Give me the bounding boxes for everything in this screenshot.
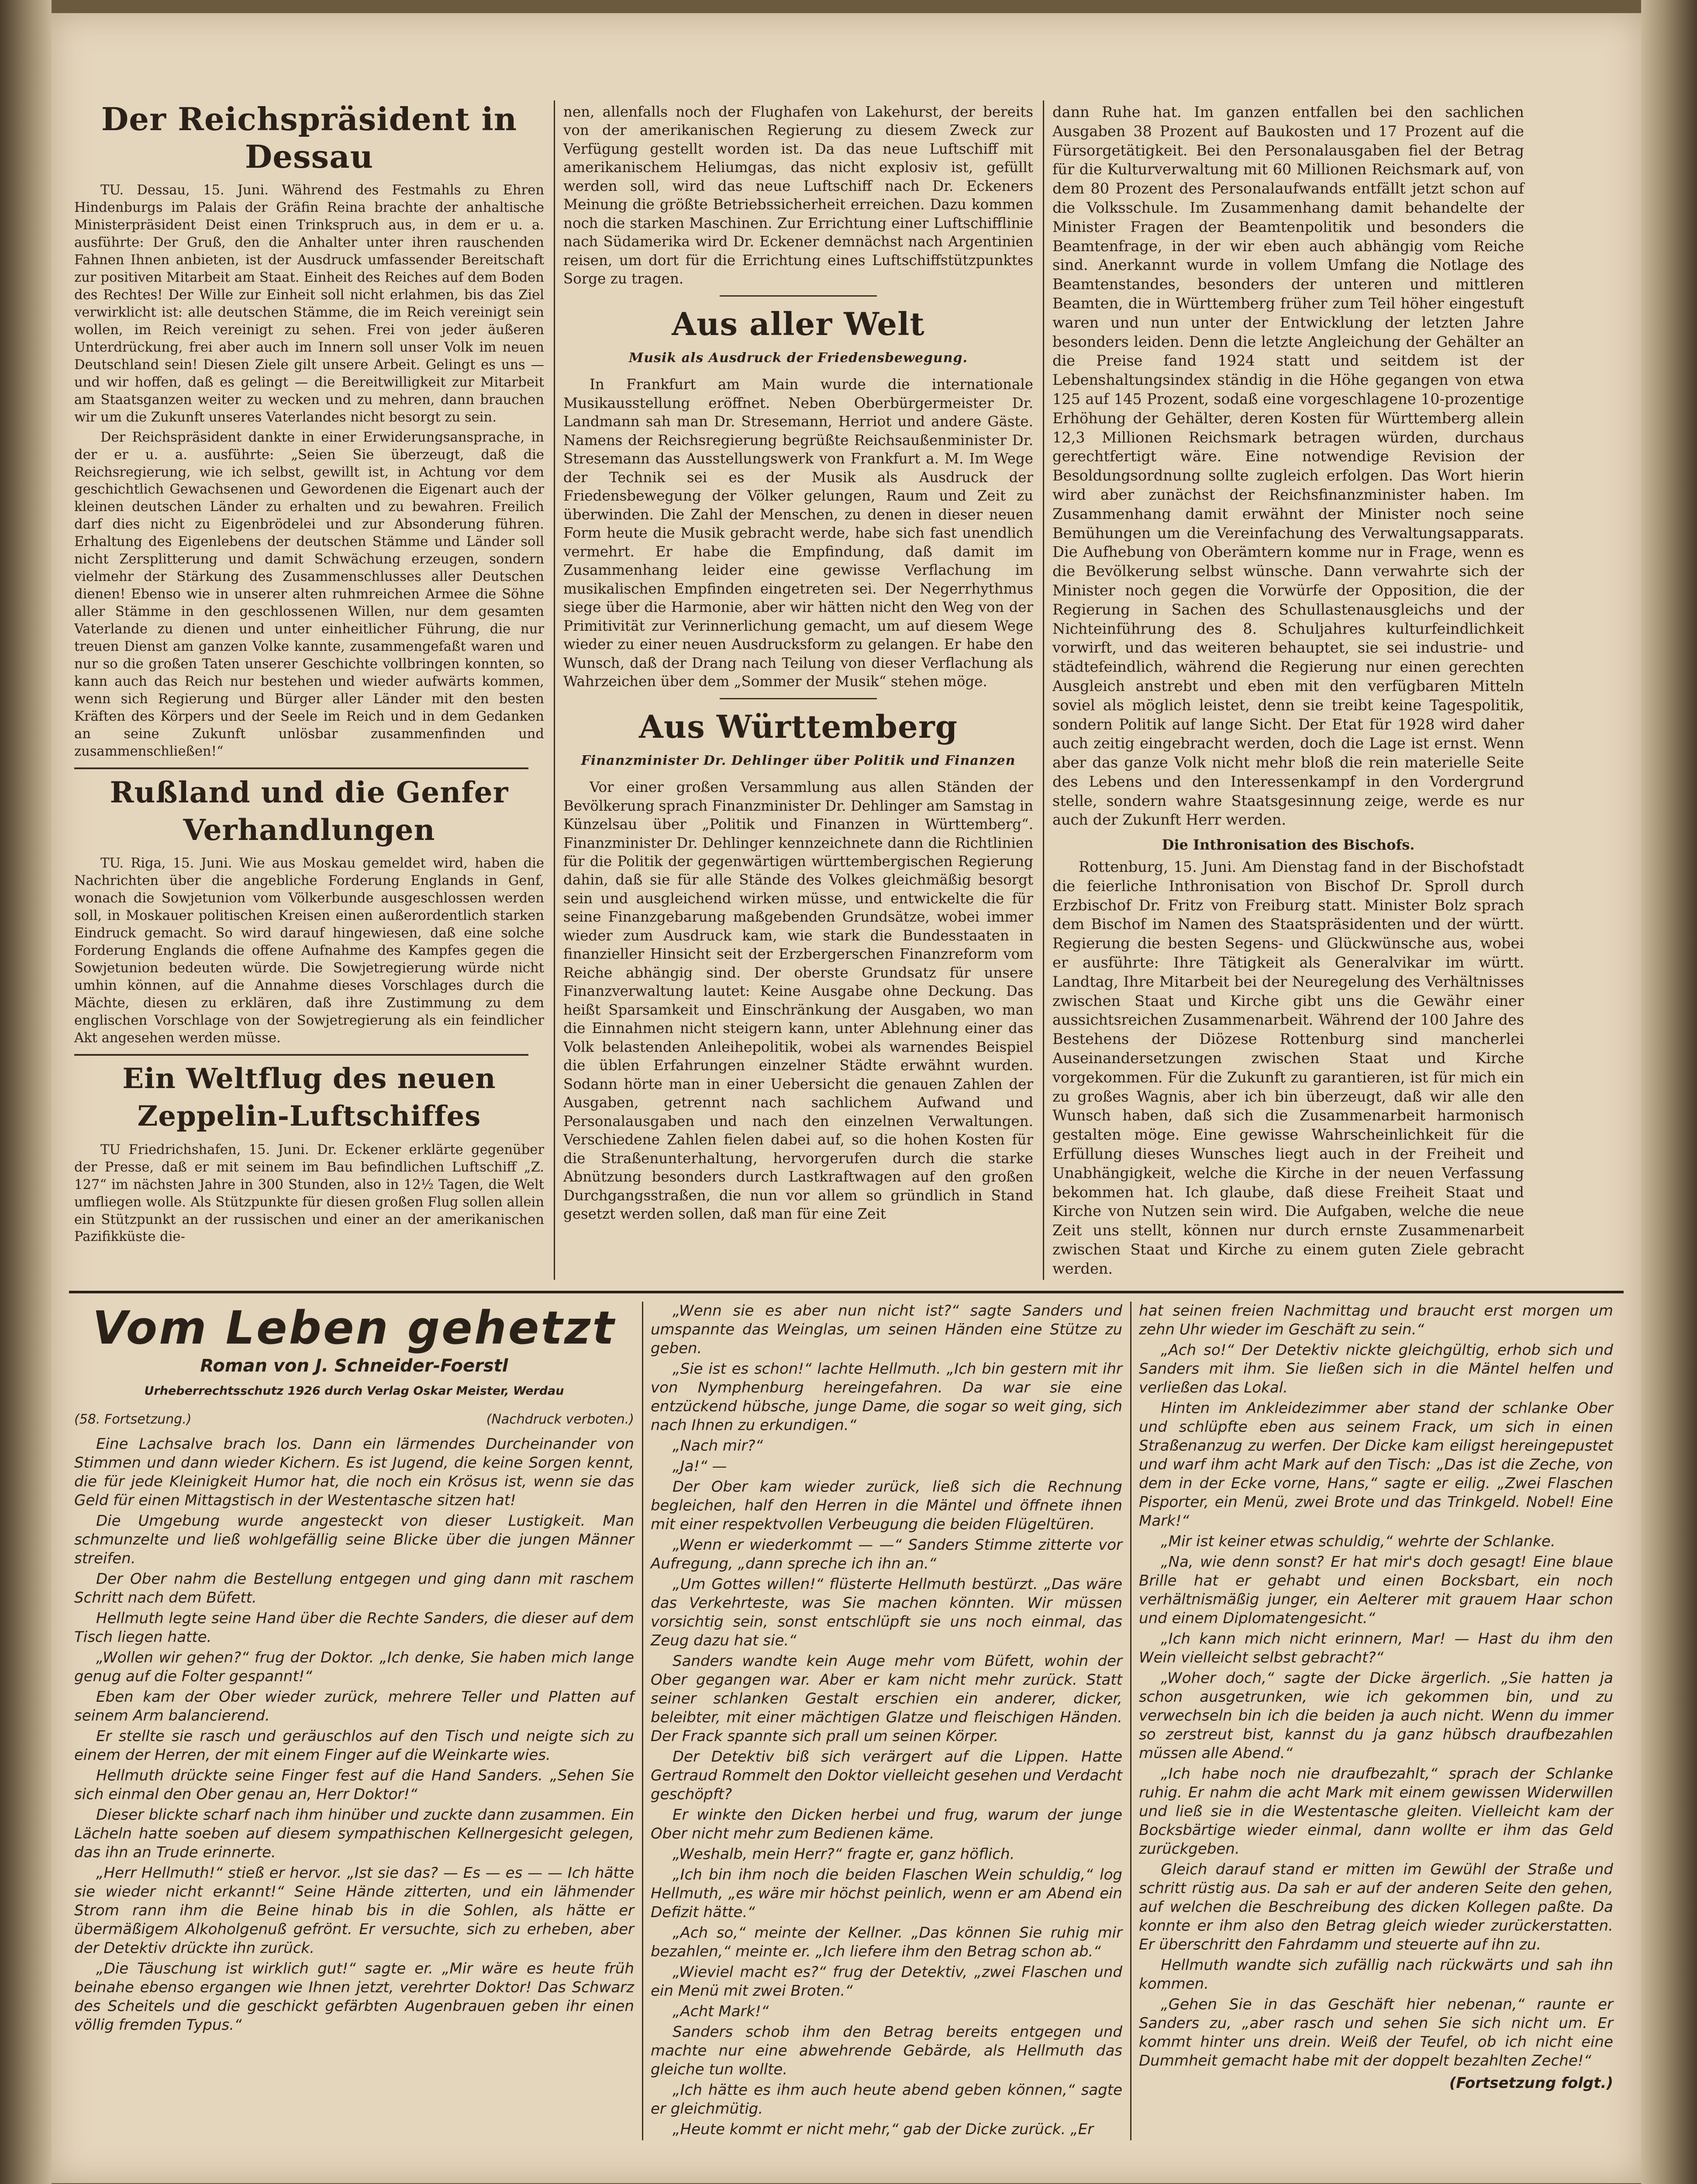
book-binding-left bbox=[0, 0, 52, 2184]
novel-paragraph: „Ich bin ihm noch die beiden Flaschen Wein schuldig,“ log Hellmuth, „es wäre mir höchst peinlich, wenn er am Abend ein Defizit hätte.“ bbox=[651, 1866, 1122, 1921]
article-paragraph: nen, allenfalls noch der Flughafen von Lakehurst, der bereits von der amerikanischen Regierung zu diesem Zweck zur Verfügung gestellt worden ist. Da das neue Luftschiff mit amerikanischem Heliumgas, das nicht explosiv ist, gefüllt werden soll, wird das neue Luftschiff nach Dr. Eckeners Meinung die größte Betriebssicherheit erreichen. Dazu kommen noch die starken Maschinen. Zur Errichtung einer Luftschifflinie nach Südamerika wird Dr. Eckener demnächst nach Argentinien reisen, um dort für die Errichtung eines Luftschiffstützpunktes Sorge zu tragen. bbox=[563, 104, 1033, 287]
novel-paragraph: Eben kam der Ober wieder zurück, mehrere Teller und Platten auf seinem Arm balancierend. bbox=[74, 1688, 634, 1724]
novel-paragraph: Der Ober kam wieder zurück, ließ sich die Rechnung begleichen, half den Herren in die Mäntel und öffnete ihnen mit einer respektvollen Verbeugung die beiden Flügeltüren. bbox=[651, 1478, 1122, 1533]
column-rule bbox=[642, 1302, 643, 2140]
novel-paragraph: Der Ober nahm die Bestellung entgegen und ging dann mit raschem Schritt nach dem Büfett. bbox=[74, 1570, 634, 1607]
novel-copyright: Urheberrechtsschutz 1926 durch Verlag Oskar Meister, Werdau bbox=[144, 1384, 564, 1398]
headline-reichspraesident: Der Reichspräsident in Dessau bbox=[101, 100, 517, 175]
novel-paragraph: Er winkte den Dicken herbei und frug, warum der junge Ober nicht mehr zum Bedienen käme. bbox=[651, 1806, 1122, 1842]
novel-paragraph: hat seinen freien Nachmittag und braucht erst morgen um zehn Uhr wieder im Geschäft zu sein.“ bbox=[1139, 1302, 1613, 1338]
article-paragraph: Der Reichspräsident dankte in einer Erwiderungsansprache, in der er u. a. ausführte: „Seien Sie überzeugt, daß die Reichsregierung, wie ich selbst, gewillt ist, in Achtung vor dem geschichtlich Gewachsenen und Gewordenen die Eigenart auch der kleinen deutschen Länder zu erhalten und zu bewahren. Freilich darf dies nicht zu Eigenbrödelei und zur Absonderung führen. Erhaltung des Eigenlebens der deutschen Stämme und Länder soll nicht Zersplitterung und damit Schwächung erzeugen, sondern vielmehr der Stärkung des Zusammenschlusses aller Deutschen dienen! Ebenso wie in unserer alten ruhmreichen Armee die Söhne aller Stämme in den geschlossenen Willen, nur dem gesamten Vaterlande zu dienen und unter einheitlicher Führung, die nur treuen Dienst am ganzen Volke kannte, zusammengefaßt waren und nur so die großen Taten unserer Geschichte vollbringen konnten, so kann auch das Reich nur bestehen und wieder aufwärts kommen, wenn sich Regierung und Bürger aller Länder mit den besten Kräften des Körpers und der Seele im Reich und in dem Gedanken an seine Zukunft unlösbar zusammenfinden und zusammenschließen!“ bbox=[74, 429, 544, 759]
column-rule bbox=[1043, 100, 1044, 1280]
book-binding-right bbox=[1641, 0, 1697, 2184]
article-paragraph: Rottenburg, 15. Juni. Am Dienstag fand in der Bischofstadt die feierliche Inthronisation von Bischof Dr. Sproll durch Erzbischof Dr. Fritz von Freiburg statt. Minister Bolz sprach dem Bischof im Namen des Staatspräsidenten und der württ. Regierung die besten Segens- und Glückwünsche aus, wobei er ausführte: Ihre Tätigkeit als Generalvikar im württ. Landtag, Ihre Mitarbeit bei der Neuregelung des Verhältnisses zwischen Staat und Kirche gibt uns die Gewähr einer aussichtsreichen Zusammenarbeit. Während der 100 Jahre des Bestehens der Diözese Rottenburg sind mancherlei Auseinandersetzungen zwischen Staat und Kirche vorgekommen. Für die Zukunft zu garantieren, ist für mich ein zu großes Wagnis, aber ich bin überzeugt, daß wir alle den Wunsch haben, daß sich die Zusammenarbeit harmonisch gestalten möge. Eine gewisse Wahrscheinlichkeit für die Erfüllung dieses Wunsches liegt auch in der Freiheit und Unabhängigkeit, welche die Kirche in der neuen Verfassung bekommen hat. Ich glaube, daß diese Freiheit Staat und Kirche von Nutzen sein wird. Die Aufgaben, welche die neue Zeit uns stellt, können nur durch ernste Zusammenarbeit zwischen Staat und Kirche zu einem guten Ziele gebracht werden. bbox=[1052, 858, 1524, 1277]
continued-notice: (Fortsetzung folgt.) bbox=[1449, 2074, 1613, 2092]
section-divider bbox=[69, 1291, 1624, 1293]
upper-column-3 bbox=[1052, 103, 1524, 1279]
novel-paragraph: „Wenn sie es aber nun nicht ist?“ sagte Sanders und umspannte das Weinglas, um seinen Händen eine Stütze zu geben. bbox=[651, 1302, 1122, 1357]
novel-column-3 bbox=[1139, 1302, 1613, 2093]
novel-installment-row bbox=[74, 1410, 634, 1429]
novel-paragraph: Eine Lachsalve brach los. Dann ein lärmendes Durcheinander von Stimmen und dann wieder Kichern. Es ist Jugend, die keine Sorgen kennt, die für jede Kleinigkeit Humor hat, die noch ein Krösus ist, wenn sie das Geld für einen Mittagstisch in der Westentasche sitzen hat! bbox=[74, 1435, 634, 1509]
novel-paragraph: „Woher doch,“ sagte der Dicke ärgerlich. „Sie hatten ja schon ausgetrunken, wie ich gekommen bin, und zu verwechseln bin ich die beiden ja auch nicht. Wenn du immer so zerstreut bist, kannst du ja ganz hübsch draufbezahlen müssen alle Abend.“ bbox=[1139, 1669, 1613, 1762]
novel-paragraph: Der Detektiv biß sich verärgert auf die Lippen. Hatte Gertraud Rommelt den Doktor vielleicht gesehen und Verdacht geschöpft? bbox=[651, 1748, 1122, 1803]
novel-paragraph: „Nach mir?“ bbox=[673, 1437, 763, 1455]
novel-paragraph: „Gehen Sie in das Geschäft hier nebenan,“ raunte er Sanders zu, „aber rasch und sehen Sie sich nicht um. Er kommt hinter uns drein. Weiß der Teufel, ob ich nicht eine Dummheit gemacht habe mit der doppelt bezahlten Zeche!“ bbox=[1139, 1996, 1613, 2070]
headline-russland: Rußland und die Genfer Verhandlungen bbox=[110, 775, 509, 847]
headline-zeppelin: Ein Weltflug des neuen Zeppelin-Luftschiffes bbox=[122, 1062, 496, 1133]
column-rule bbox=[554, 100, 555, 1280]
novel-paragraph: „Mir ist keiner etwas schuldig,“ wehrte der Schlanke. bbox=[1161, 1533, 1556, 1550]
reprint-notice: (Nachdruck verboten.) bbox=[486, 1412, 634, 1427]
article-divider bbox=[720, 295, 877, 297]
novel-paragraph: Hellmuth wandte sich zufällig nach rückwärts und sah ihn kommen. bbox=[1139, 1956, 1613, 1993]
novel-paragraph: „Heute kommt er nicht mehr,“ gab der Dicke zurück. „Er bbox=[673, 2121, 1094, 2138]
novel-paragraph: „Wieviel macht es?“ frug der Detektiv, „zwei Flaschen und ein Menü mit zwei Broten.“ bbox=[651, 1963, 1122, 2000]
article-paragraph: TU Friedrichshafen, 15. Juni. Dr. Eckener erklärte gegenüber der Presse, daß er mit seinem im Bau befindlichen Luftschiff „Z. 127“ im nächsten Jahre in 300 Stunden, also in 12½ Tagen, die Welt umfliegen wolle. Als Stützpunkte für diesen großen Flug sollen allein ein Stützpunkt an der russischen und einer an der amerikanischen Pazifikküste die- bbox=[74, 1142, 544, 1245]
novel-paragraph: „Ach so!“ Der Detektiv nickte gleichgültig, erhob sich und Sanders mit ihm. Sie ließen sich in die Mäntel helfen und verließen das Lokal. bbox=[1139, 1341, 1613, 1396]
novel-paragraph: „Ach so,“ meinte der Kellner. „Das können Sie ruhig mir bezahlen,“ meinte er. „Ich liefere ihm den Betrag schon ab.“ bbox=[651, 1924, 1122, 1960]
article-subtitle: Musik als Ausdruck der Friedensbewegung. bbox=[629, 350, 968, 366]
novel-paragraph: Dieser blickte scharf nach ihm hinüber und zuckte dann zusammen. Ein Lächeln hatte soeben auf diesem sympathischen Kellnergesicht gelegen, das ihn an Trude erinnerte. bbox=[74, 1806, 634, 1861]
installment-number: (58. Fortsetzung.) bbox=[74, 1412, 192, 1427]
novel-paragraph: Die Umgebung wurde angesteckt von dieser Lustigkeit. Man schmunzelte und ließ wohlgefällig seine Blicke über die jungen Männer streifen. bbox=[74, 1512, 634, 1567]
novel-byline: Roman von J. Schneider-Foerstl bbox=[200, 1356, 508, 1376]
article-divider bbox=[74, 1054, 528, 1056]
article-subtitle: Finanzminister Dr. Dehlinger über Politik und Finanzen bbox=[581, 753, 1016, 768]
novel-paragraph: Hellmuth legte seine Hand über die Rechte Sanders, die dieser auf dem Tisch liegen hatte. bbox=[74, 1610, 634, 1646]
novel-title: Vom Leben gehetzt bbox=[92, 1301, 616, 1355]
novel-paragraph: „Na, wie denn sonst? Er hat mir's doch gesagt! Eine blaue Brille hat er gehabt und einen Bocksbart, ein noch verhältnismäßig junger, ein Aelterer mit grauem Haar schon und einem Diplomatengesicht.“ bbox=[1139, 1553, 1613, 1627]
novel-paragraph: „Wenn er wiederkommt — —“ Sanders Stimme zitterte vor Aufregung, „dann spreche ich ihn an.“ bbox=[651, 1536, 1122, 1572]
article-divider bbox=[720, 698, 877, 699]
novel-paragraph: Sanders schob ihm den Betrag bereits entgegen und machte nur eine abwehrende Gebärde, als Hellmuth das gleiche tun wollte. bbox=[651, 2023, 1122, 2078]
novel-paragraph: Gleich darauf stand er mitten im Gewühl der Straße und schritt rüstig aus. Da sah er auf der anderen Seite den gehen, auf welchen die Beschreibung des dicken Kollegen paßte. Da konnte er ihm also den Betrag gleich wieder zurückerstatten. Er überschritt den Fahrdamm und steuerte auf ihn zu. bbox=[1139, 1861, 1613, 1953]
headline-aus-wuerttemberg: Aus Württemberg bbox=[639, 708, 958, 745]
novel-paragraph: „Sie ist es schon!“ lachte Hellmuth. „Ich bin gestern mit ihr von Nymphenburg hereingefahren. Da war sie eine entzückend hübsche, junge Dame, die sogar so weit ging, sich nach Ihnen zu erkundigen.“ bbox=[651, 1360, 1122, 1434]
article-paragraph: TU. Riga, 15. Juni. Wie aus Moskau gemeldet wird, haben die Nachrichten über die angebliche Forderung Englands in Genf, wonach die Sowjetunion vom Völkerbunde ausgeschlossen werden soll, in Moskauer politischen Kreisen einen außerordentlich starken Eindruck gemacht. So wird darauf hingewiesen, daß eine solche Forderung Englands die offene Aufnahme des Kampfes gegen die Sowjetunion bedeuten würde. Die Sowjetregierung würde nicht umhin können, auf die Annahme dieses Vorschlages durch die Mächte, diesen zu erklären, daß ihre Zustimmung zu dem englischen Vorschlage von der Sowjetregierung als ein feindlicher Akt angesehen werden müsse. bbox=[74, 855, 544, 1046]
novel-paragraph: „Um Gottes willen!“ flüsterte Hellmuth bestürzt. „Das wäre das Verkehrteste, was Sie machen könnten. Wir müssen vorsichtig sein, sonst entschlüpft sie uns noch einmal, das Zeug dazu hat sie.“ bbox=[651, 1576, 1122, 1649]
novel-column-2 bbox=[651, 1302, 1122, 2139]
novel-paragraph: „Acht Mark!“ bbox=[673, 2003, 769, 2020]
novel-paragraph: „Ich hätte es ihm auch heute abend geben können,“ sagte er gleichmütig. bbox=[651, 2081, 1122, 2118]
novel-column-1 bbox=[74, 1302, 634, 2035]
newspaper-page bbox=[52, 13, 1641, 2183]
article-paragraph: dann Ruhe hat. Im ganzen entfallen bei den sachlichen Ausgaben 38 Prozent auf Baukosten und 17 Prozent auf die Fürsorgetätigkeit. Bei den Personalausgaben fiel der Betrag für die Kulturverwaltung mit 60 Millionen Reichsmark auf, von dem 80 Prozent des Personalaufwands entfällt jetzt schon auf die Volksschule. Im Zusammenhang damit behandelte der Minister Fragen der Beamtenpolitik und besonders die Beamtenfrage, in der wir eben auch abhängig vom Reiche sind. Anerkannt wurde in vollem Umfang die Notlage des Beamtenstandes, besonders der unteren und mittleren Beamten, die in Württemberg früher zum Teil höher eingestuft waren und nun unter der Entwicklung der letzten Jahre besonders leiden. Denn die letzte Angleichung der Gehälter an die Preise fand 1924 statt und seitdem ist der Lebenshaltungsindex ständig in die Höhe gegangen von etwa 125 auf 145 Prozent, sodaß eine vorgeschlagene 10-prozentige Erhöhung der Gehälter, deren Kosten für Württemberg allein 12,3 Millionen Reichsmark betragen würden, durchaus gerechtfertigt wäre. Eine notwendige Revision der Besoldungsordnung sollte zugleich erfolgen. Das Wort hierin wird aber zunächst der Reichsfinanzminister haben. Im Zusammenhang damit erwähnt der Minister noch seine Bemühungen um die Vereinfachung des Verwaltungsapparats. Die Aufhebung von Oberämtern komme nur in Frage, wenn es die Bevölkerung selbst wünsche. Dann verwahrte sich der Minister noch gegen die Vorwürfe der Opposition, die der Regierung in Sachen des Schullastenausgleichs und der Nichteinführung des 8. Schuljahres kulturfeindlichkeit vorwirft, und das weiteren behauptet, sie sei industrie- und städtefeindlich, während die Regierung nur einen gerechten Ausgleich anstrebt und eben mit den verfügbaren Mitteln soviel als möglich leistet, denn sie treibt keine Tagespolitik, sondern Politik auf lange Sicht. Der Etat für 1928 wird daher auch zeitig eingebracht werden, doch die Lage ist ernst. Wenn aber das ganze Volk nicht mehr bloß die rein materielle Seite des Lebens und den Interessenkampf in den Vordergrund stelle, sondern wahre Staatsgesinnung zeige, werde es nur auch der Zukunft Herr werden. bbox=[1052, 104, 1524, 829]
novel-paragraph: „Ja!“ — bbox=[673, 1458, 727, 1475]
novel-paragraph: Hinten im Ankleidezimmer aber stand der schlanke Ober und schlüpfte eben aus seinem Frack, um sich in einen Straßenanzug zu werfen. Der Dicke kam eiligst hereingepustet und warf ihm acht Mark auf den Tisch: „Das ist die Zeche, von dem in der Ecke vorne, Hans,“ sagte er eilig. „Zwei Flaschen Pisporter, ein Menü, zwei Brote und das Trinkgeld. Nobel! Eine Mark!“ bbox=[1139, 1400, 1613, 1530]
novel-paragraph: Hellmuth drückte seine Finger fest auf die Hand Sanders. „Sehen Sie sich einmal den Ober genau an, Herr Doktor!“ bbox=[74, 1767, 634, 1803]
article-subhead: Die Inthronisation des Bischofs. bbox=[1162, 836, 1415, 854]
novel-paragraph: „Wollen wir gehen?“ frug der Doktor. „Ich denke, Sie haben mich lange genug auf die Folter gespannt!“ bbox=[74, 1649, 634, 1685]
article-divider bbox=[74, 767, 528, 769]
upper-column-1 bbox=[74, 100, 544, 1246]
novel-paragraph: „Ich habe noch nie draufbezahlt,“ sprach der Schlanke ruhig. Er nahm die acht Mark mit einem gewissen Widerwillen und ließ sie in die Westentasche gleiten. Vielleicht kam der Bocksbärtige wieder einmal, dann wollte er ihm das Geld zurückgeben. bbox=[1139, 1765, 1613, 1858]
novel-paragraph: Er stellte sie rasch und geräuschlos auf den Tisch und neigte sich zu einem der Herren, der mit einem Finger auf die Weinkarte wies. bbox=[74, 1728, 634, 1764]
upper-column-2 bbox=[563, 103, 1033, 1223]
headline-aus-aller-welt: Aus aller Welt bbox=[672, 305, 925, 342]
novel-paragraph: „Weshalb, mein Herr?“ fragte er, ganz höflich. bbox=[673, 1845, 1015, 1863]
novel-paragraph: „Die Täuschung ist wirklich gut!“ sagte er. „Mir wäre es heute früh beinahe ebenso ergangen wie Ihnen jetzt, verehrter Doktor! Das Schwarz des Scheitels und die geschickt gefärbten Augenbrauen geben ihr einen völlig fremden Typus.“ bbox=[74, 1960, 634, 2034]
novel-paragraph: „Herr Hellmuth!“ stieß er hervor. „Ist sie das? — Es — es — — Ich hätte sie wieder nicht erkannt!“ Seine Hände zitterten, und ein lähmender Strom rann ihm die Beine hinab bis in die Sohlen, als hätte er übermäßigem Alkoholgenuß gefrönt. Er versuchte, sich zu erheben, aber der Detektiv drückte ihn zurück. bbox=[74, 1864, 634, 1957]
novel-paragraph: „Ich kann mich nicht erinnern, Mar! — Hast du ihm den Wein vielleicht selbst gebracht?“ bbox=[1139, 1630, 1613, 1666]
novel-paragraph: Sanders wandte kein Auge mehr vom Büfett, wohin der Ober gegangen war. Aber er kam nicht mehr zurück. Statt seiner schlanken Gestalt erschien ein anderer, dicker, beleibter, mit einer mächtigen Glatze und fleischigen Händen. Der Frack spannte sich prall um seinen Körper. bbox=[651, 1652, 1122, 1745]
column-rule bbox=[1130, 1302, 1131, 2140]
article-paragraph: In Frankfurt am Main wurde die internationale Musikausstellung eröffnet. Neben Oberbürgermeister Dr. Landmann sah man Dr. Stresemann, Herriot und andere Gäste. Namens der Reichsregierung begrüßte Reichsaußenminister Dr. Stresemann das Ausstellungswerk von Frankfurt a. M. Im Wege der Technik sei es der Musik als Ausdruck der Friedensbewegung der Völker gelungen, Raum und Zeit zu überwinden. Die Zahl der Menschen, zu denen in dieser neuen Form heute die Musik gebracht werde, habe sich fast unendlich vermehrt. Er habe die Empfindung, daß damit im Zusammenhang leider eine gewisse Verflachung im musikalischen Empfinden eingetreten sei. Der Negerrhythmus siege über die Harmonie, aber wir hätten nicht den Weg von der Primitivität zur Verinnerlichung gemacht, um auf diesem Wege wieder zu einer neuen Ausdrucksform zu gelangen. Er habe den Wunsch, daß der Drang nach Teilung von dieser Verflachung als Wahrzeichen über dem „Sommer der Musik“ stehen möge. bbox=[563, 376, 1033, 690]
article-paragraph: Vor einer großen Versammlung aus allen Ständen der Bevölkerung sprach Finanzminister Dr. Dehlinger am Samstag in Künzelsau über „Politik und Finanzen in Württemberg“. Finanzminister Dr. Dehlinger kennzeichnete dann die Richtlinien für die Politik der gegenwärtigen württembergischen Regierung dahin, daß sie für alle Stände des Volkes gleichmäßig besorgt sein und ausgleichend wirken müsse, und entwickelte die für seine Finanzgebarung maßgebenden Grundsätze, wobei immer wieder zum Ausdruck kam, wie stark die Bundesstaaten in finanzieller Hinsicht seit der Erzbergerschen Finanzreform vom Reiche abhängig sind. Der oberste Grundsatz für unsere Finanzverwaltung lautet: Keine Ausgabe ohne Deckung. Das heißt Sparsamkeit und Einschränkung der Ausgaben, wo man die Einnahmen nicht steigern kann, unter Ablehnung einer das Volk belastenden Anleihepolitik, wobei als warnendes Beispiel die üblen Erfahrungen einzelner Städte erwähnt wurden. Sodann hörte man in einer Uebersicht die genauen Zahlen der Ausgaben, getrennt nach sachlichem Aufwand und Personalausgaben und nach den einzelnen Verwaltungen. Verschiedene Zahlen fielen dabei auf, so die hohen Kosten für die Straßenunterhaltung, hervorgerufen durch die starke Abnützung besonders durch Lastkraftwagen auf den großen Durchgangsstraßen, die nun vor allem so gründlich in Stand gesetzt werden sollen, daß man für eine Zeit bbox=[563, 779, 1034, 1223]
article-paragraph: TU. Dessau, 15. Juni. Während des Festmahls zu Ehren Hindenburgs im Palais der Gräfin Reina brachte der anhaltische Ministerpräsident Deist einen Trinkspruch aus, in dem er u. a. ausführte: Der Gruß, den die Anhalter unter ihren rauschenden Fahnen Ihnen anbieten, ist der Ausdruck umfassender Bereitschaft zur positiven Mitarbeit am Staat. Einheit des Reiches auf dem Boden des Rechtes! Der Wille zur Einheit soll nicht erlahmen, bis das Ziel verwirklicht ist: alle deutschen Stämme, die im Reich vereinigt sein wollen, im Reich vereinigt zu sehen. Frei von jeder äußeren Unterdrückung, frei aber auch im Innern soll unser Volk im neuen Deutschland sein! Diesen Ziele gilt unsere Arbeit. Gelingt es uns — und wir hoffen, daß es gelingt — die Bereitwilligkeit zur Mitarbeit am Staatsganzen weiter zu wecken und zu mehren, dann brauchen wir um die Zukunft unseres Vaterlandes nicht besorgt zu sein. bbox=[74, 183, 544, 425]
